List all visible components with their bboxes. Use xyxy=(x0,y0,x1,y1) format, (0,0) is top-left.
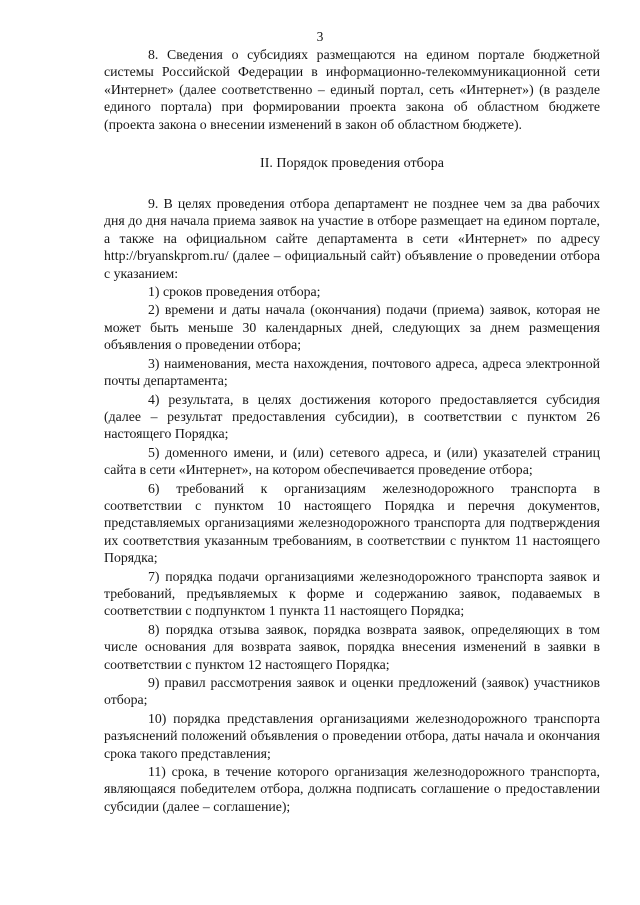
document-body xyxy=(104,46,600,816)
list-item-8: 8) порядка отзыва заявок, порядка возврата заявок, определяющих в том числе основания для возврата заявок, порядка внесения изменений в заявки в соответствии с пунктом 12 настоящего Порядка; xyxy=(104,621,600,672)
section-heading: II. Порядок проведения отбора xyxy=(260,156,444,172)
paragraph-9: 9. В целях проведения отбора департамент не позднее чем за два рабочих дня до дня начала приема заявок на участие в отборе размещает на едином портале, а также на официальном сайте департамента в сети «Интернет» по адресу http://bryanskprom.ru/ (далее – официальный сайт) объявление о проведении отбора с указанием: xyxy=(104,196,600,281)
paragraph-8: 8. Сведения о субсидиях размещаются на едином портале бюджетной системы Российской Федерации в информационно-телекоммуникационной сети «Интернет» (далее соответственно – единый портал, сеть «Интернет») (в разделе единого портала) при формировании проекта закона об областном бюджете (проекта закона о внесении изменений в закон об областном бюджете). xyxy=(104,47,600,132)
list-item-4: 4) результата, в целях достижения которого предоставляется субсидия (далее – результат предоставления субсидии), в соответствии с пунктом 26 настоящего Порядка; xyxy=(104,391,600,442)
list-item-5: 5) доменного имени, и (или) сетевого адреса, и (или) указателей страниц сайта в сети «Интернет», на котором обеспечивается проведение отбора; xyxy=(104,444,600,478)
list-item-1: 1) сроков проведения отбора; xyxy=(148,284,321,300)
page-number: 3 xyxy=(316,29,324,44)
list-item-9: 9) правил рассмотрения заявок и оценки предложений (заявок) участников отбора; xyxy=(104,675,600,708)
list-item-3: 3) наименования, места нахождения, почтового адреса, адреса электронной почты департамента; xyxy=(104,355,600,389)
list-item-7: 7) порядка подачи организациями железнодорожного транспорта заявок и требований, предъявляемых к форме и содержанию заявок, подаваемых в соответствии с подпунктом 1 пункта 11 настоящего Порядка; xyxy=(104,568,600,619)
list-item-2: 2) времени и даты начала (окончания) подачи (приема) заявок, которая не может быть меньше 30 календарных дней, следующих за днем размещения объявления о проведении отбора; xyxy=(104,302,600,353)
list-item-6: 6) требований к организациям железнодорожного транспорта в соответствии с пунктом 10 настоящего Порядка и перечня документов, представляемых организациями железнодорожного транспорта для подтверждения их соответствия указанным требованиям, в соответствии с пунктом 11 настоящего Порядка; xyxy=(104,480,600,566)
list-item-10: 10) порядка представления организациями железнодорожного транспорта разъяснений положений объявления о проведении отбора, даты начала и окончания срока такого представления; xyxy=(104,710,600,761)
list-item-11: 11) срока, в течение которого организация железнодорожного транспорта, являющаяся победителем отбора, должна подписать соглашение о предоставлении субсидии (далее – соглашение); xyxy=(104,764,600,814)
